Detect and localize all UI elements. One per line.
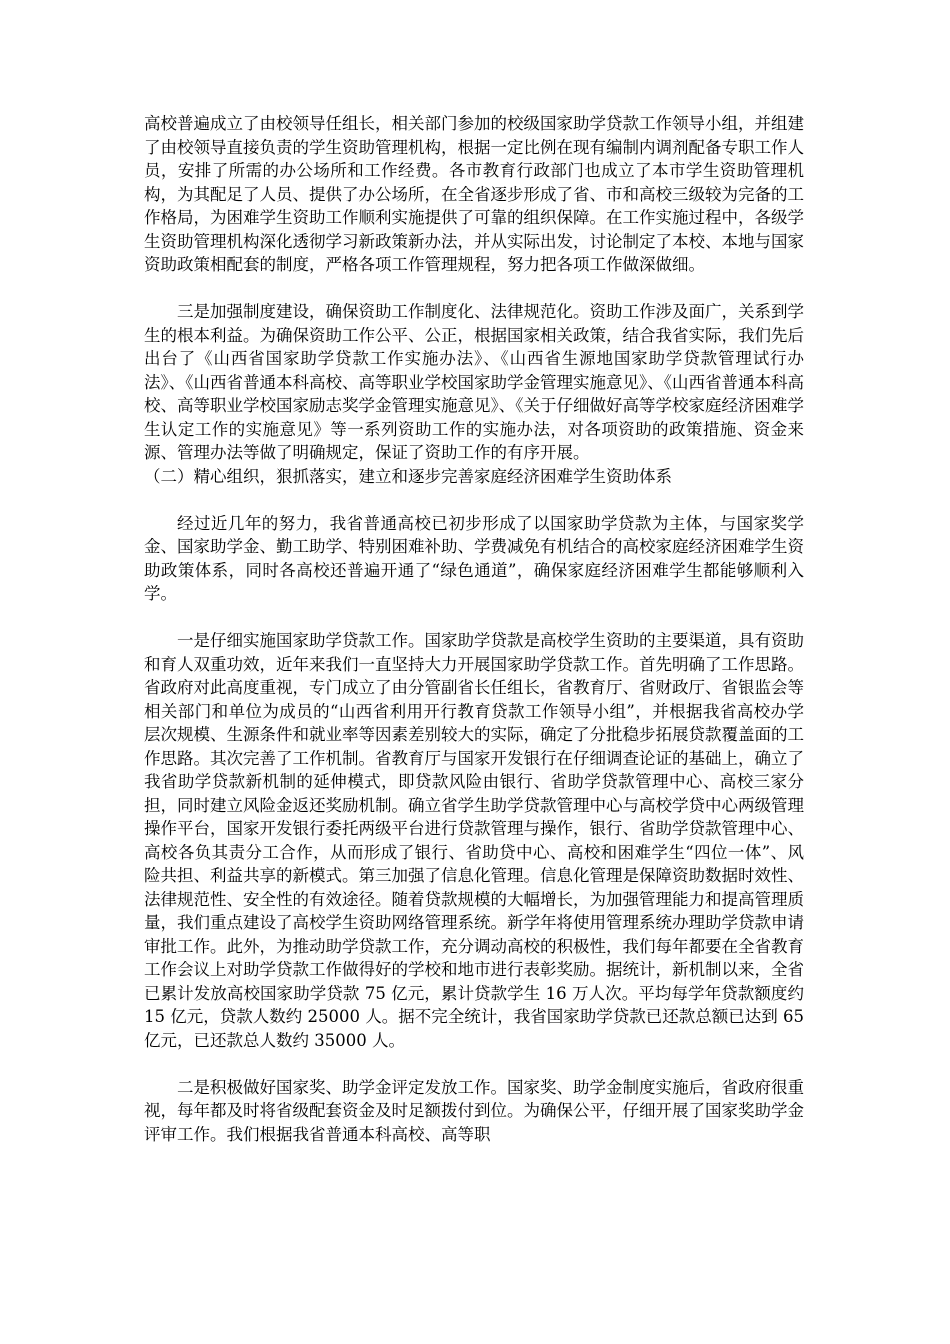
body-paragraph-4: 一是仔细实施国家助学贷款工作。国家助学贷款是高校学生资助的主要渠道，具有资助和育人双重功效，近年来我们一直坚持大力开展国家助学贷款工作。首先明确了工作思路。省政府对此高度重视，专门成立了由分管副省长任组长，省教育厅、省财政厅、省银监会等相关部门和单位为成员的“山西省利用开行教育贷款工作领导小组”，并根据我省高校办学层次规模、生源条件和就业率等因素差别较大的实际，确定了分批稳步拓展贷款覆盖面的工作思路。其次完善了工作机制。省教育厅与国家开发银行在仔细调查论证的基础上，确立了我省助学贷款新机制的延伸模式，即贷款风险由银行、省助学贷款管理中心、高校三家分担，同时建立风险金返还奖励机制。确立省学生助学贷款管理中心与高校学贷中心两级管理操作平台，国家开发银行委托两级平台进行贷款管理与操作，银行、省助学贷款管理中心、高校各负其责分工合作，从而形成了银行、省助贷中心、高校和困难学生“四位一体”、风险共担、利益共享的新模式。第三加强了信息化管理。信息化管理是保障资助数据时效性、法律规范性、安全性的有效途径。随着贷款规模的大幅增长，为加强管理能力和提高管理质量，我们重点建设了高校学生资助网络管理系统。新学年将使用管理系统办理助学贷款申请审批工作。此外，为推动助学贷款工作，充分调动高校的积极性，我们每年都要在全省教育工作会议上对助学贷款工作做得好的学校和地市进行表彰奖励。据统计，新机制以来，全省已累计发放高校国家助学贷款 75 亿元，累计贷款学生 16 万人次。平均每学年贷款额度约 15 亿元，贷款人数约 25000 人。据不完全统计，我省国家助学贷款已还款总额已达到 65 亿元，已还款总人数约 35000 人。 xyxy=(144,631,804,1050)
body-paragraph-3: 经过近几年的努力，我省普通高校已初步形成了以国家助学贷款为主体，与国家奖学金、国家助学金、勤工助学、特别困难补助、学费减免有机结合的高校家庭经济困难学生资助政策体系，同时各高校还普遍开通了“绿色通道”，确保家庭经济困难学生都能够顺利入学。 xyxy=(144,513,804,603)
section-heading: （二）精心组织，狠抓落实，建立和逐步完善家庭经济困难学生资助体系 xyxy=(144,466,672,486)
body-paragraph-1: 高校普遍成立了由校领导任组长，相关部门参加的校级国家助学贷款工作领导小组，并组建了由校领导直接负责的学生资助管理机构，根据一定比例在现有编制内调剂配备专职工作人员，安排了所需的办公场所和工作经费。各市教育行政部门也成立了本市学生资助管理机构，为其配足了人员、提供了办公场所，在全省逐步形成了省、市和高校三级较为完备的工作格局，为困难学生资助工作顺利实施提供了可靠的组织保障。在工作实施过程中，各级学生资助管理机构深化透彻学习新政策新办法，并从实际出发，讨论制定了本校、本地与国家资助政策相配套的制度，严格各项工作管理规程，努力把各项工作做深做细。 xyxy=(144,114,804,274)
document-page xyxy=(144,112,804,1146)
body-paragraph-2: 三是加强制度建设，确保资助工作制度化、法律规范化。资助工作涉及面广，关系到学生的根本利益。为确保资助工作公平、公正，根据国家相关政策，结合我省实际，我们先后出台了《山西省国家助学贷款工作实施办法》、《山西省生源地国家助学贷款管理试行办法》、《山西省普通本科高校、高等职业学校国家助学金管理实施意见》、《山西省普通本科高校、高等职业学校国家励志奖学金管理实施意见》、《关于仔细做好高等学校家庭经济困难学生认定工作的实施意见》等一系列资助工作的实施办法，对各项资助的政策措施、资金来源、管理办法等做了明确规定，保证了资助工作的有序开展。 xyxy=(144,302,804,462)
body-paragraph-5: 二是积极做好国家奖、助学金评定发放工作。国家奖、助学金制度实施后，省政府很重视，每年都及时将省级配套资金及时足额拨付到位。为确保公平，仔细开展了国家奖助学金评审工作。我们根据我省普通本科高校、高等职 xyxy=(144,1077,804,1144)
